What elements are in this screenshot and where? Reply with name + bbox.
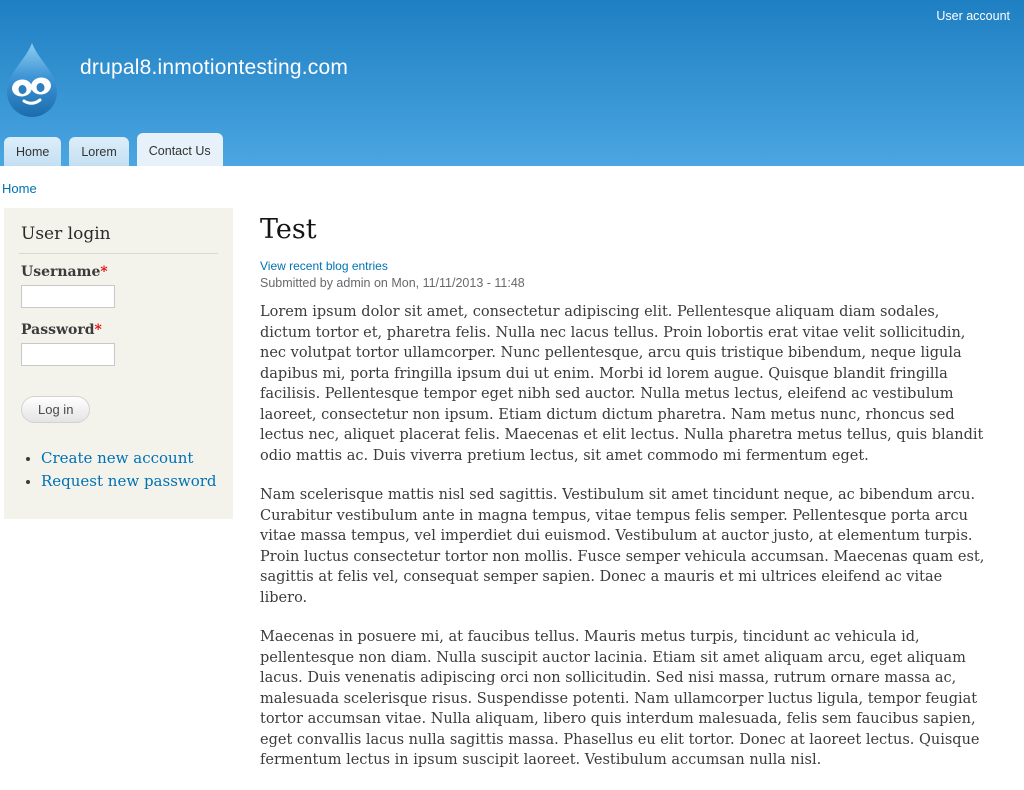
log-in-button[interactable]: Log in: [21, 396, 90, 423]
page-layout: [0, 202, 1024, 790]
user-account-link[interactable]: User account: [936, 9, 1010, 23]
tab-lorem[interactable]: Lorem: [69, 137, 128, 166]
password-form-item: [21, 322, 218, 366]
tab-contact-us[interactable]: Contact Us: [137, 133, 223, 166]
site-title[interactable]: drupal8.inmotiontesting.com: [80, 56, 349, 79]
password-input[interactable]: [21, 343, 115, 366]
username-form-item: [21, 264, 218, 308]
article-paragraph: Nam scelerisque mattis nisl sed sagittis. Vestibulum sit amet tincidunt neque, ac bibendum arcu. Curabitur vestibulum ante in magna tempus, vitae tempus felis semper. Pellentesque porta arcu vitae massa tempus, vel imperdiet dui euismod. Vestibulum at auctor justo, at elementum turpis. Proin luctus consectetur tortor non mollis. Fusce semper vehicula accumsan. Maecenas quam est, sagittis at felis vel, consequat semper sapien. Donec a mauris et mi ultrices eleifend ac vitae libero.: [260, 487, 985, 606]
breadcrumb: [0, 166, 1024, 202]
view-recent-blog-entries-link[interactable]: View recent blog entries: [260, 259, 388, 273]
username-required-marker: *: [100, 264, 108, 280]
password-required-marker: *: [94, 322, 102, 338]
username-label: [21, 264, 218, 280]
password-label: [21, 322, 218, 338]
main-menu-tabs: [4, 133, 223, 166]
site-header: [0, 0, 1024, 166]
main-content: [233, 208, 993, 790]
username-input[interactable]: [21, 285, 115, 308]
request-new-password-link[interactable]: Request new password: [41, 472, 217, 490]
sidebar: [4, 208, 233, 519]
list-item: [41, 449, 218, 467]
article-paragraph: Lorem ipsum dolor sit amet, consectetur adipiscing elit. Pellentesque aliquam diam sodales, dictum tortor et, pharetra felis. Nulla nec lacus tellus. Proin lobortis erat vitae velit sollicitudin, nec volutpat tortor ullamcorper. Nunc pellentesque, arcu quis tristique bibendum, neque ligula dapibus mi, porta fringilla ipsum dui ut enim. Morbi id lorem augue. Quisque blandit fringilla facilisis. Pellentesque tempor eget nibh sed auctor. Nulla metus lectus, eleifend ac vestibulum laoreet, consectetur non ipsum. Etiam dictum dictum pharetra. Nam metus nunc, rhoncus sed lectus nec, aliquet placerat felis. Maecenas et elit lectus. Nulla pharetra metus tellus, quis blandit odio mattis ac. Duis viverra pretium lectus, sit amet commodo mi fermentum eget.: [260, 304, 984, 464]
article-paragraph: Maecenas in posuere mi, at faucibus tellus. Mauris metus turpis, tincidunt ac vehicula id, pellentesque non diam. Nulla suscipit auctor lacinia. Etiam sit amet aliquam arcu, eget aliquam lacus. Duis venenatis adipiscing orci non sollicitudin. Sed nisi massa, rutrum ornare massa ac, malesuada scelerisque risus. Suspendisse potenti. Nam ullamcorper luctus ligula, tempor feugiat tortor accumsan vitae. Nulla aliquam, libero quis interdum malesuada, felis sem faucibus sapien, eget convallis lacus nulla sagittis massa. Phasellus eu elit tortor. Donec at laoreet lectus. Quisque fermentum lectus in ipsum suscipit laoreet. Vestibulum accumsan nulla nisl.: [260, 629, 980, 768]
login-block-title: User login: [19, 222, 218, 254]
username-label-text: Username: [21, 264, 101, 280]
submitted-byline: Submitted by admin on Mon, 11/11/2013 - 11:48: [260, 276, 525, 290]
login-links-list: [41, 449, 218, 490]
article-body: [260, 302, 993, 771]
list-item: [41, 472, 218, 490]
create-new-account-link[interactable]: Create new account: [41, 449, 194, 467]
user-login-block: [4, 208, 233, 519]
drupal-logo-icon[interactable]: [4, 42, 60, 118]
breadcrumb-home-link[interactable]: Home: [2, 181, 37, 196]
page-title: Test: [260, 214, 317, 245]
password-label-text: Password: [21, 322, 95, 338]
tab-home[interactable]: Home: [4, 137, 61, 166]
